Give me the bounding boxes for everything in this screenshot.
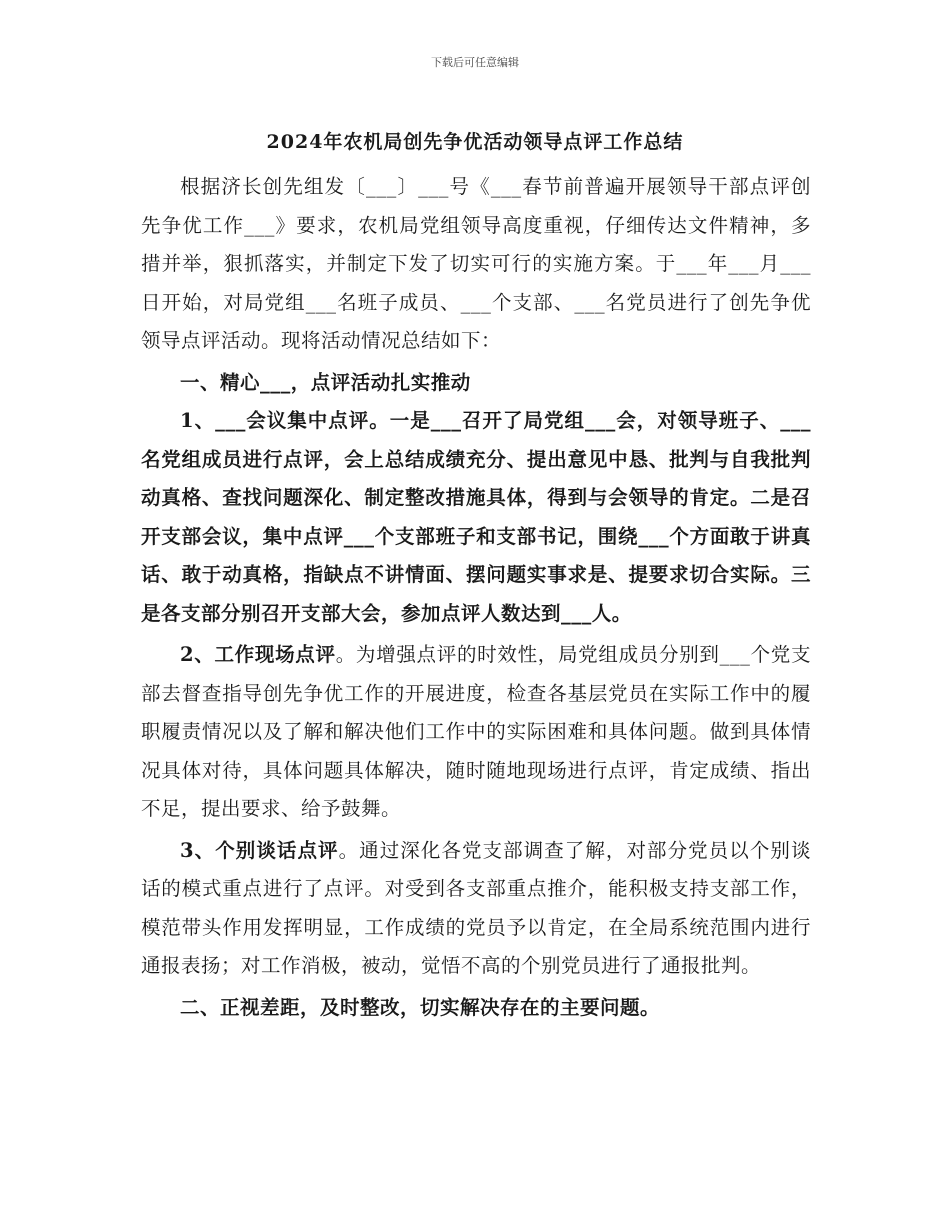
section-1-heading: 一、精心___，点评活动扎实推动: [180, 370, 471, 394]
header-note: 下载后可任意编辑: [431, 56, 519, 69]
document-body: [141, 168, 811, 1027]
intro-paragraph: 根据济长创先组发〔___〕___号《___春节前普遍开展领导干部点评创先争优工作___》要求，农机局党组领导高度重视，仔细传达文件精神，多措并举，狠抓落实，并制定下发了切实可行的实施方案。于___年___月___日开始，对局党组___名班子成员、___个支部、___名党员进行了创先争优领导点评活动。现将活动情况总结如下：: [141, 175, 811, 352]
item-3-lead: 3、个别谈话点评: [180, 838, 339, 862]
document-title: 2024年农机局创先争优活动领导点评工作总结: [266, 131, 684, 153]
item-3-paragraph: [141, 832, 811, 986]
item-1-paragraph: 1、___会议集中点评。一是___召开了局党组___会，对领导班子、___名党组成员进行点评，会上总结成绩充分、提出意见中恳、批判与自我批判动真格、查找问题深化、制定整改措施具体，得到与会领导的肯定。二是召开支部会议，集中点评___个支部班子和支部书记，围绕___个方面敢于讲真话、敢于动真格，指缺点不讲情面、摆问题实事求是、提要求切合实际。三是各支部分别召开支部大会，参加点评人数达到___人。: [141, 409, 811, 625]
item-3-body: 。通过深化各党支部调查了解，对部分党员以个别谈话的模式重点进行了点评。对受到各支部重点推介，能积极支持支部工作，模范带头作用发挥明显，工作成绩的党员予以肯定，在全局系统范围内进行通报表扬；对工作消极，被动，觉悟不高的个别党员进行了通报批判。: [141, 838, 811, 977]
section-2-heading: 二、正视差距，及时整改，切实解决存在的主要问题。: [180, 995, 661, 1019]
item-2-lead: 2、工作现场点评: [180, 643, 336, 666]
item-2-paragraph: [141, 636, 811, 829]
item-2-body: 。为增强点评的时效性，局党组成员分别到___个党支部去督查指导创先争优工作的开展进度，检查各基层党员在实际工作中的履职履责情况以及了解和解决他们工作中的实际困难和具体问题。做到具体情况具体对待，具体问题具体解决，随时随地现场进行点评，肯定成绩、指出不足，提出要求、给予鼓舞。: [141, 643, 811, 820]
